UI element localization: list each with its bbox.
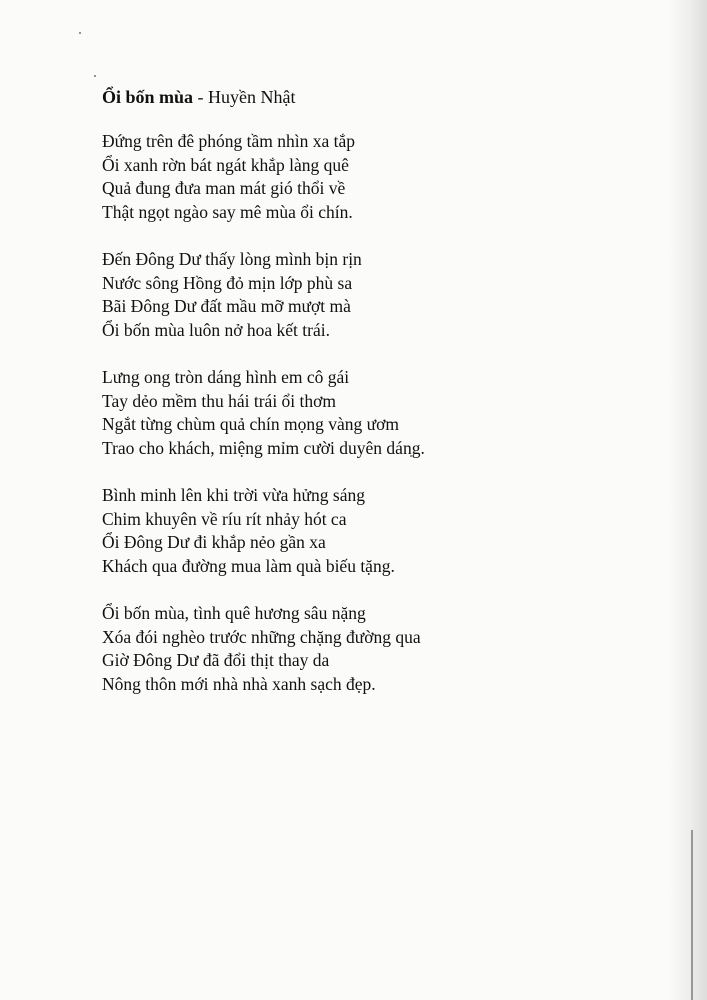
poem-line: Ổi bốn mùa, tình quê hương sâu nặng bbox=[102, 603, 366, 623]
page-edge-shadow bbox=[667, 0, 707, 1000]
stanza bbox=[102, 248, 602, 342]
poem-line: Đứng trên đê phóng tầm nhìn xa tắp bbox=[102, 131, 355, 151]
poem-line: Tay dẻo mềm thu hái trái ổi thơm bbox=[102, 390, 337, 411]
poem-line: Chim khuyên về ríu rít nhảy hót ca bbox=[102, 508, 347, 529]
scan-speck bbox=[94, 75, 96, 77]
poem-line: Trao cho khách, miệng mỉm cười duyên dáng. bbox=[102, 437, 425, 458]
poem-line: Quả đung đưa man mát gió thổi về bbox=[102, 178, 346, 198]
poem-line: Ổi bốn mùa luôn nở hoa kết trái. bbox=[102, 319, 330, 340]
stanza bbox=[102, 366, 602, 460]
poem-line: Lưng ong tròn dáng hình em cô gái bbox=[102, 367, 350, 387]
poem-line: Ngắt từng chùm quả chín mọng vàng ươm bbox=[102, 414, 399, 434]
poem-line: Bãi Đông Dư đất mầu mỡ mượt mà bbox=[102, 296, 351, 316]
poem-heading bbox=[102, 86, 602, 108]
poem bbox=[102, 86, 602, 720]
poem-line: Giờ Đông Dư đã đổi thịt thay da bbox=[102, 650, 330, 670]
poem-line: Nước sông Hồng đỏ mịn lớp phù sa bbox=[102, 272, 353, 293]
page-edge-line bbox=[691, 830, 693, 1000]
poem-line: Nông thôn mới nhà nhà xanh sạch đẹp. bbox=[102, 673, 376, 694]
scan-speck bbox=[79, 32, 81, 34]
poem-line: Xóa đói nghèo trước những chặng đường qua bbox=[102, 626, 421, 647]
stanza bbox=[102, 130, 602, 224]
poem-line: Bình minh lên khi trời vừa hửng sáng bbox=[102, 485, 365, 505]
poem-title: Ổi bốn mùa bbox=[102, 87, 194, 107]
poem-line: Ổi Đông Dư đi khắp nẻo gần xa bbox=[102, 532, 326, 552]
poem-line: Thật ngọt ngào say mê mùa ổi chín. bbox=[102, 201, 353, 222]
poem-line: Ổi xanh rờn bát ngát khắp làng quê bbox=[102, 154, 349, 175]
stanza bbox=[102, 484, 602, 578]
stanza bbox=[102, 602, 602, 696]
poem-line: Khách qua đường mua làm quà biếu tặng. bbox=[102, 555, 395, 576]
title-separator: - bbox=[193, 87, 209, 107]
poem-author: Huyền Nhật bbox=[208, 87, 296, 107]
poem-line: Đến Đông Dư thấy lòng mình bịn rịn bbox=[102, 249, 362, 269]
